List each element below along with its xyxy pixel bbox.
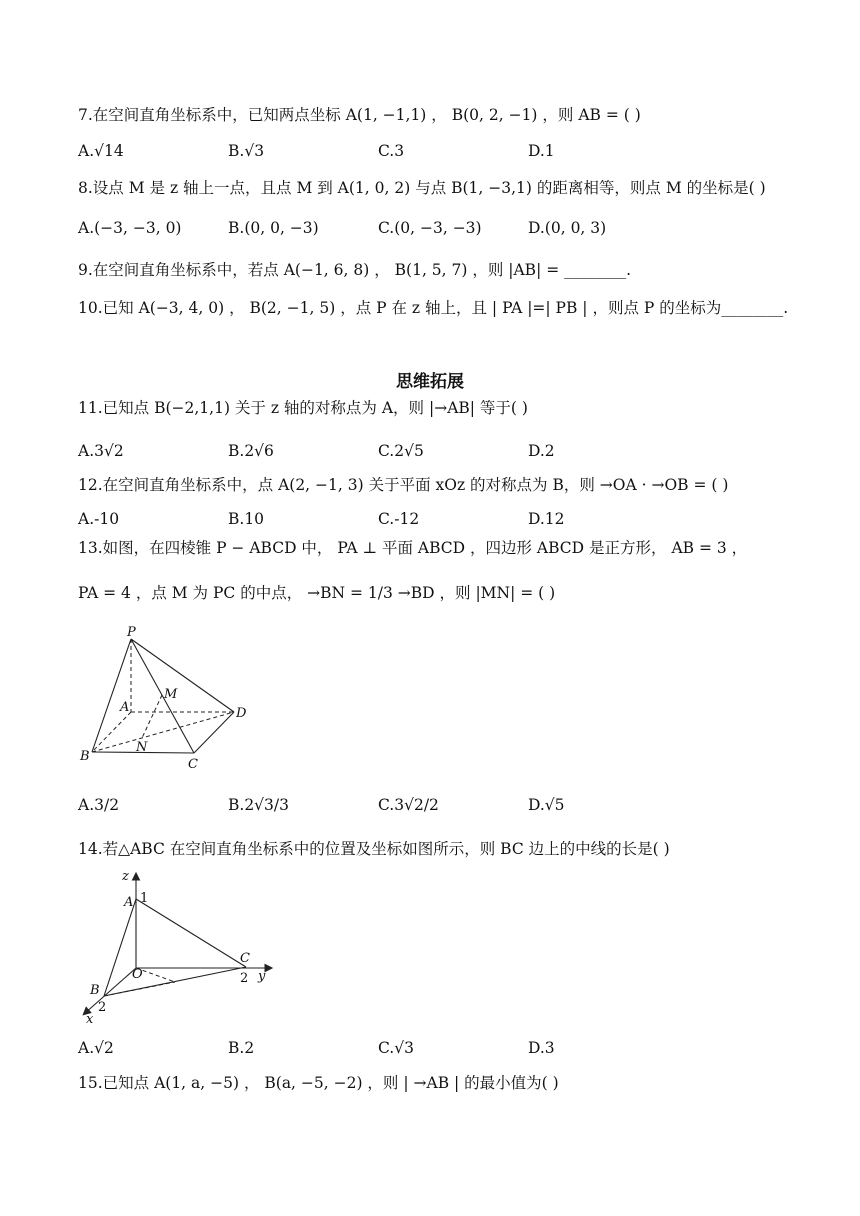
- label-m: M: [164, 687, 178, 702]
- label-b: B: [80, 749, 90, 764]
- label-x: x: [86, 1012, 94, 1026]
- label-two-y: 2: [240, 971, 249, 986]
- question-8-options: [78, 215, 778, 241]
- question-8-text: 8.设点 M 是 z 轴上一点，且点 M 到 A(1, 0, 2) 与点 B(1, −3,1) 的距离相等，则点 M 的坐标是( ): [78, 179, 766, 197]
- question-14-options: [78, 1035, 778, 1061]
- question-14-text: 14.若△ABC 在空间直角坐标系中的位置及坐标如图所示，则 BC 边上的中线的长是( ): [78, 840, 670, 858]
- question-11-text: 11.已知点 B(−2,1,1) 关于 z 轴的对称点为 A，则 |→AB| 等于( ): [78, 399, 528, 417]
- question-13-line-1: 13.如图，在四棱锥 P − ABCD 中， PA ⊥ 平面 ABCD ，四边形 ABCD 是正方形， AB = 3 ，: [78, 539, 748, 557]
- option-a: A.3/2: [78, 796, 120, 814]
- label-a: A: [120, 700, 130, 715]
- option-d: D.12: [528, 510, 565, 528]
- option-b: B.10: [228, 510, 265, 528]
- option-c: C.-12: [378, 510, 420, 528]
- question-12-text: 12.在空间直角坐标系中，点 A(2, −1, 3) 关于平面 xOz 的对称点为 B，则 →OA · →OB = ( ): [78, 476, 729, 494]
- option-d: D.3: [528, 1039, 555, 1057]
- option-a: A.√14: [78, 142, 124, 160]
- label-a: A: [124, 895, 134, 910]
- option-c: C.2√5: [378, 442, 424, 460]
- label-n: N: [136, 740, 148, 755]
- option-b: B.2√3/3: [228, 796, 290, 814]
- pyramid-figure: [76, 622, 276, 774]
- option-d: D.√5: [528, 796, 565, 814]
- question-10-text: 10.已知 A(−3, 4, 0) ， B(2, −1, 5) ，点 P 在 z 轴上，且 | PA |=| PB | ，则点 P 的坐标为________.: [78, 299, 789, 317]
- label-c: C: [240, 951, 250, 966]
- option-a: A.3√2: [78, 442, 124, 460]
- option-b: B.2√6: [228, 442, 274, 460]
- option-a: A.(−3, −3, 0): [78, 219, 182, 237]
- section-title: 思维拓展: [396, 372, 464, 392]
- option-a: A.-10: [78, 510, 120, 528]
- question-11-options: [78, 438, 778, 464]
- label-d: D: [236, 706, 247, 721]
- question-7-options: [78, 138, 778, 164]
- label-one: 1: [140, 891, 149, 906]
- label-y: y: [258, 969, 266, 984]
- option-b: B.√3: [228, 142, 265, 160]
- option-c: C.(0, −3, −3): [378, 219, 482, 237]
- question-9-text: 9.在空间直角坐标系中，若点 A(−1, 6, 8) ， B(1, 5, 7) ，则 |AB| = ________.: [78, 261, 632, 279]
- label-b: B: [90, 983, 100, 998]
- question-7-text: 7.在空间直角坐标系中，已知两点坐标 A(1, −1,1) ， B(0, 2, −1) ，则 AB = ( ): [78, 106, 641, 124]
- question-13-options: [78, 792, 778, 818]
- option-d: D.1: [528, 142, 555, 160]
- label-z: z: [122, 869, 129, 884]
- question-13-line-2: PA = 4 ，点 M 为 PC 的中点， →BN = 1/3 →BD ，则 |MN| = ( ): [78, 584, 556, 602]
- option-c: C.3: [378, 142, 405, 160]
- question-15-text: 15.已知点 A(1, a, −5) ， B(a, −5, −2) ，则 | →AB | 的最小值为( ): [78, 1074, 559, 1092]
- label-p: P: [127, 625, 136, 640]
- option-d: D.2: [528, 442, 555, 460]
- triangle-coordinate-figure: [76, 866, 286, 1026]
- option-d: D.(0, 0, 3): [528, 219, 607, 237]
- option-a: A.√2: [78, 1039, 114, 1057]
- label-o: O: [132, 967, 143, 982]
- option-b: B.2: [228, 1039, 255, 1057]
- label-two-x: 2: [98, 1000, 107, 1015]
- option-c: C.√3: [378, 1039, 414, 1057]
- option-c: C.3√2/2: [378, 796, 439, 814]
- question-12-options: [78, 506, 778, 532]
- label-c: C: [188, 757, 198, 772]
- option-b: B.(0, 0, −3): [228, 219, 319, 237]
